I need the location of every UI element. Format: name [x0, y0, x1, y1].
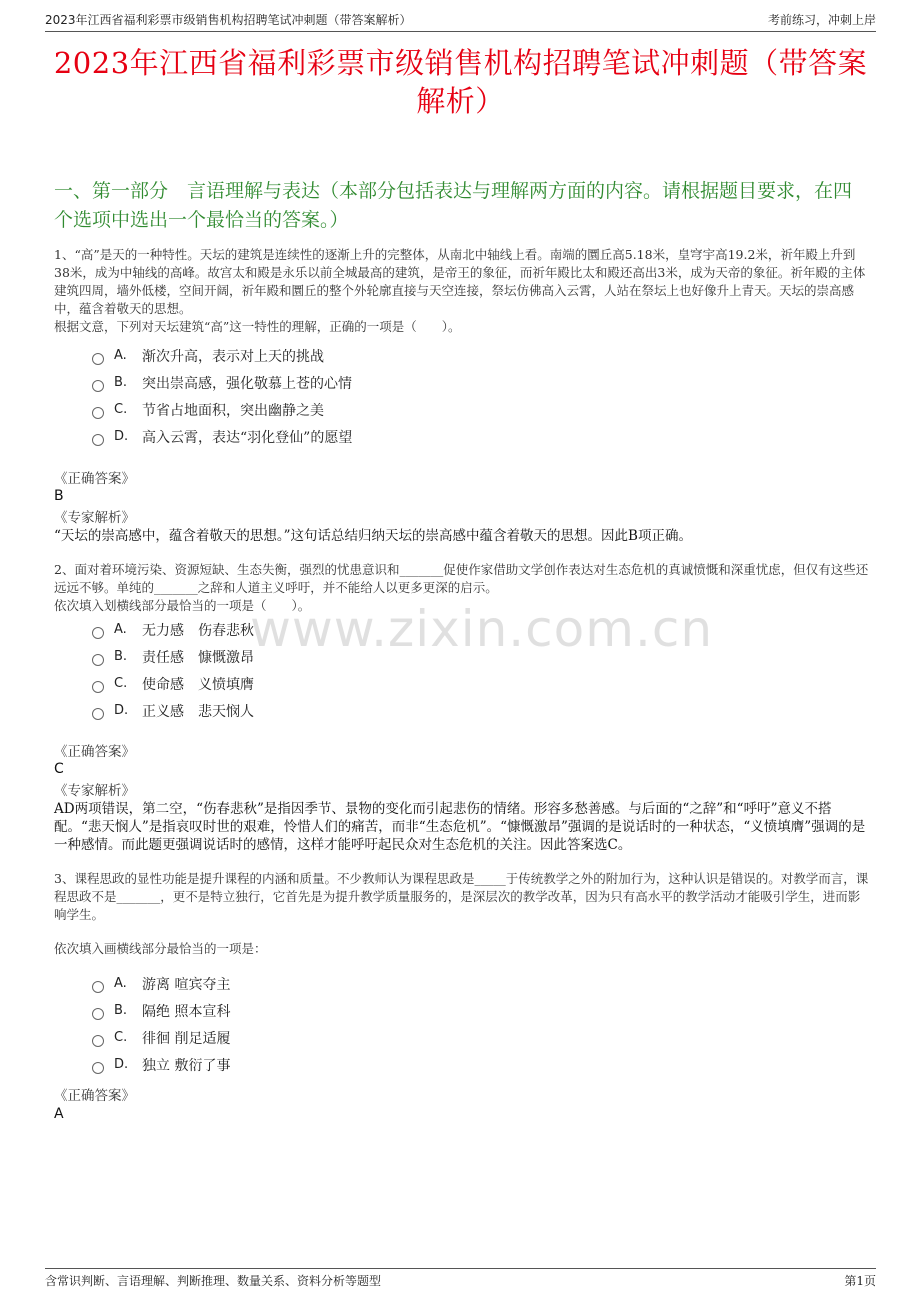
question-1-answer: B	[54, 488, 64, 504]
watermark: www.zixin.com.cn	[250, 600, 714, 658]
question-2-option-a[interactable]: A. 无力感 伤春悲秋	[92, 616, 592, 643]
analysis-label: 《专家解析》	[54, 510, 135, 526]
question-3-answer: A	[54, 1106, 64, 1122]
question-2-option-b[interactable]: B. 责任感 慷慨激昂	[92, 643, 592, 670]
question-1-option-d[interactable]: D. 高入云霄，表达“羽化登仙”的愿望	[92, 423, 592, 450]
question-3-prompt: 依次填入画横线部分最恰当的一项是：	[54, 941, 267, 956]
footer-description: 含常识判断、言语理解、判断推理、数量关系、资料分析等题型	[45, 1274, 382, 1288]
question-2-option-d[interactable]: D. 正义感 悲天悯人	[92, 697, 592, 724]
question-1-options	[92, 342, 592, 450]
question-3-option-d[interactable]: D. 独立 敷衍了事	[92, 1051, 592, 1078]
question-3-option-b[interactable]: B. 隔绝 照本宣科	[92, 997, 592, 1024]
question-2-text: 2、面对着环境污染、资源短缺、生态失衡，强烈的忧患意识和_______促使作家借助文学创作表达对生态危机的真诚愤慨和深重忧虑，但仅有这些还远远不够。单纯的_______之辞和人道主义呼吁，并不能给人以更多更深的启示。	[54, 562, 869, 595]
question-1-option-b[interactable]: B. 突出崇高感，强化敬慕上苍的心情	[92, 369, 592, 396]
analysis-label: 《专家解析》	[54, 783, 135, 799]
question-1-option-c[interactable]: C. 节省占地面积，突出幽静之美	[92, 396, 592, 423]
question-1-option-a[interactable]: A. 渐次升高，表示对上天的挑战	[92, 342, 592, 369]
document-title: 2023年江西省福利彩票市级销售机构招聘笔试冲刺题（带答案解析）	[53, 46, 868, 118]
question-2-option-c[interactable]: C. 使命感 义愤填膺	[92, 670, 592, 697]
question-1-prompt: 根据文意，下列对天坛建筑“高”这一特性的理解，正确的一项是（ ）。	[54, 319, 461, 334]
answer-label: 《正确答案》	[54, 471, 135, 487]
section-heading: 一、第一部分 言语理解与表达（本部分包括表达与理解两方面的内容。请根据题目要求，在四个选项中选出一个最恰当的答案。）	[54, 180, 853, 231]
radio-icon[interactable]	[92, 1062, 104, 1074]
radio-icon[interactable]	[92, 708, 104, 720]
running-header	[45, 10, 876, 32]
page-number: 第1页	[844, 1274, 876, 1288]
radio-icon[interactable]	[92, 654, 104, 666]
running-header-title: 2023年江西省福利彩票市级销售机构招聘笔试冲刺题（带答案解析）	[45, 13, 412, 27]
question-1-text: 1、“高”是天的一种特性。天坛的建筑是连续性的逐渐上升的完整体，从南北中轴线上看。南端的圜丘高5.18米，皇穹宇高19.2米，祈年殿上升到38米，成为中轴线的高峰。故宫太和殿是永乐以前全城最高的建筑，是帝王的象征，而祈年殿比太和殿还高出3米，成为天帝的象征。祈年殿的主体建筑四周，墙外低楼，空间开阔，祈年殿和圜丘的整个外轮廓直接与天空连接，祭坛仿佛高入云霄，人站在祭坛上也好像升上青天。天坛的崇高感中，蕴含着敬天的思想。	[54, 247, 866, 316]
question-1-analysis: “天坛的崇高感中，蕴含着敬天的思想。”这句话总结归纳天坛的崇高感中蕴含着敬天的思想。因此B项正确。	[54, 528, 692, 544]
radio-icon[interactable]	[92, 407, 104, 419]
radio-icon[interactable]	[92, 380, 104, 392]
question-2-options	[92, 616, 592, 724]
question-1	[54, 246, 870, 336]
answer-label: 《正确答案》	[54, 1088, 135, 1104]
radio-icon[interactable]	[92, 1008, 104, 1020]
radio-icon[interactable]	[92, 981, 104, 993]
radio-icon[interactable]	[92, 1035, 104, 1047]
question-2-answer: C	[54, 761, 64, 777]
question-2-prompt: 依次填入划横线部分最恰当的一项是（ ）。	[54, 598, 311, 613]
question-3-option-c[interactable]: C. 徘徊 削足适履	[92, 1024, 592, 1051]
answer-label: 《正确答案》	[54, 744, 135, 760]
radio-icon[interactable]	[92, 627, 104, 639]
question-3-options	[92, 970, 592, 1078]
radio-icon[interactable]	[92, 353, 104, 365]
page-footer	[45, 1268, 876, 1289]
question-3-option-a[interactable]: A. 游离 喧宾夺主	[92, 970, 592, 997]
radio-icon[interactable]	[92, 681, 104, 693]
radio-icon[interactable]	[92, 434, 104, 446]
question-3-text: 3、课程思政的显性功能是提升课程的内涵和质量。不少教师认为课程思政是_____于传统教学之外的附加行为，这种认识是错误的。对教学而言，课程思政不是_______，更不是特立独行，它首先是为提升教学质量服务的，是深层次的教学改革，因为只有高水平的教学活动才能吸引学生，进而影响学生。	[54, 871, 869, 922]
question-3	[54, 870, 870, 958]
question-2	[54, 561, 870, 615]
running-header-slogan: 考前练习，冲刺上岸	[767, 13, 876, 27]
question-2-analysis: AD两项错误，第二空，“伤春悲秋”是指因季节、景物的变化而引起悲伤的情绪。形容多愁善感。与后面的“之辞”和“呼吁”意义不搭配。“悲天悯人”是指哀叹时世的艰难，怜惜人们的痛苦，而非“生态危机”。“慷慨激昂”强调的是说话时的一种状态，“义愤填膺”强调的是一种感情。而此题更强调说话时的感情，这样才能呼吁起民众对生态危机的关注。因此答案选C。	[54, 801, 866, 853]
